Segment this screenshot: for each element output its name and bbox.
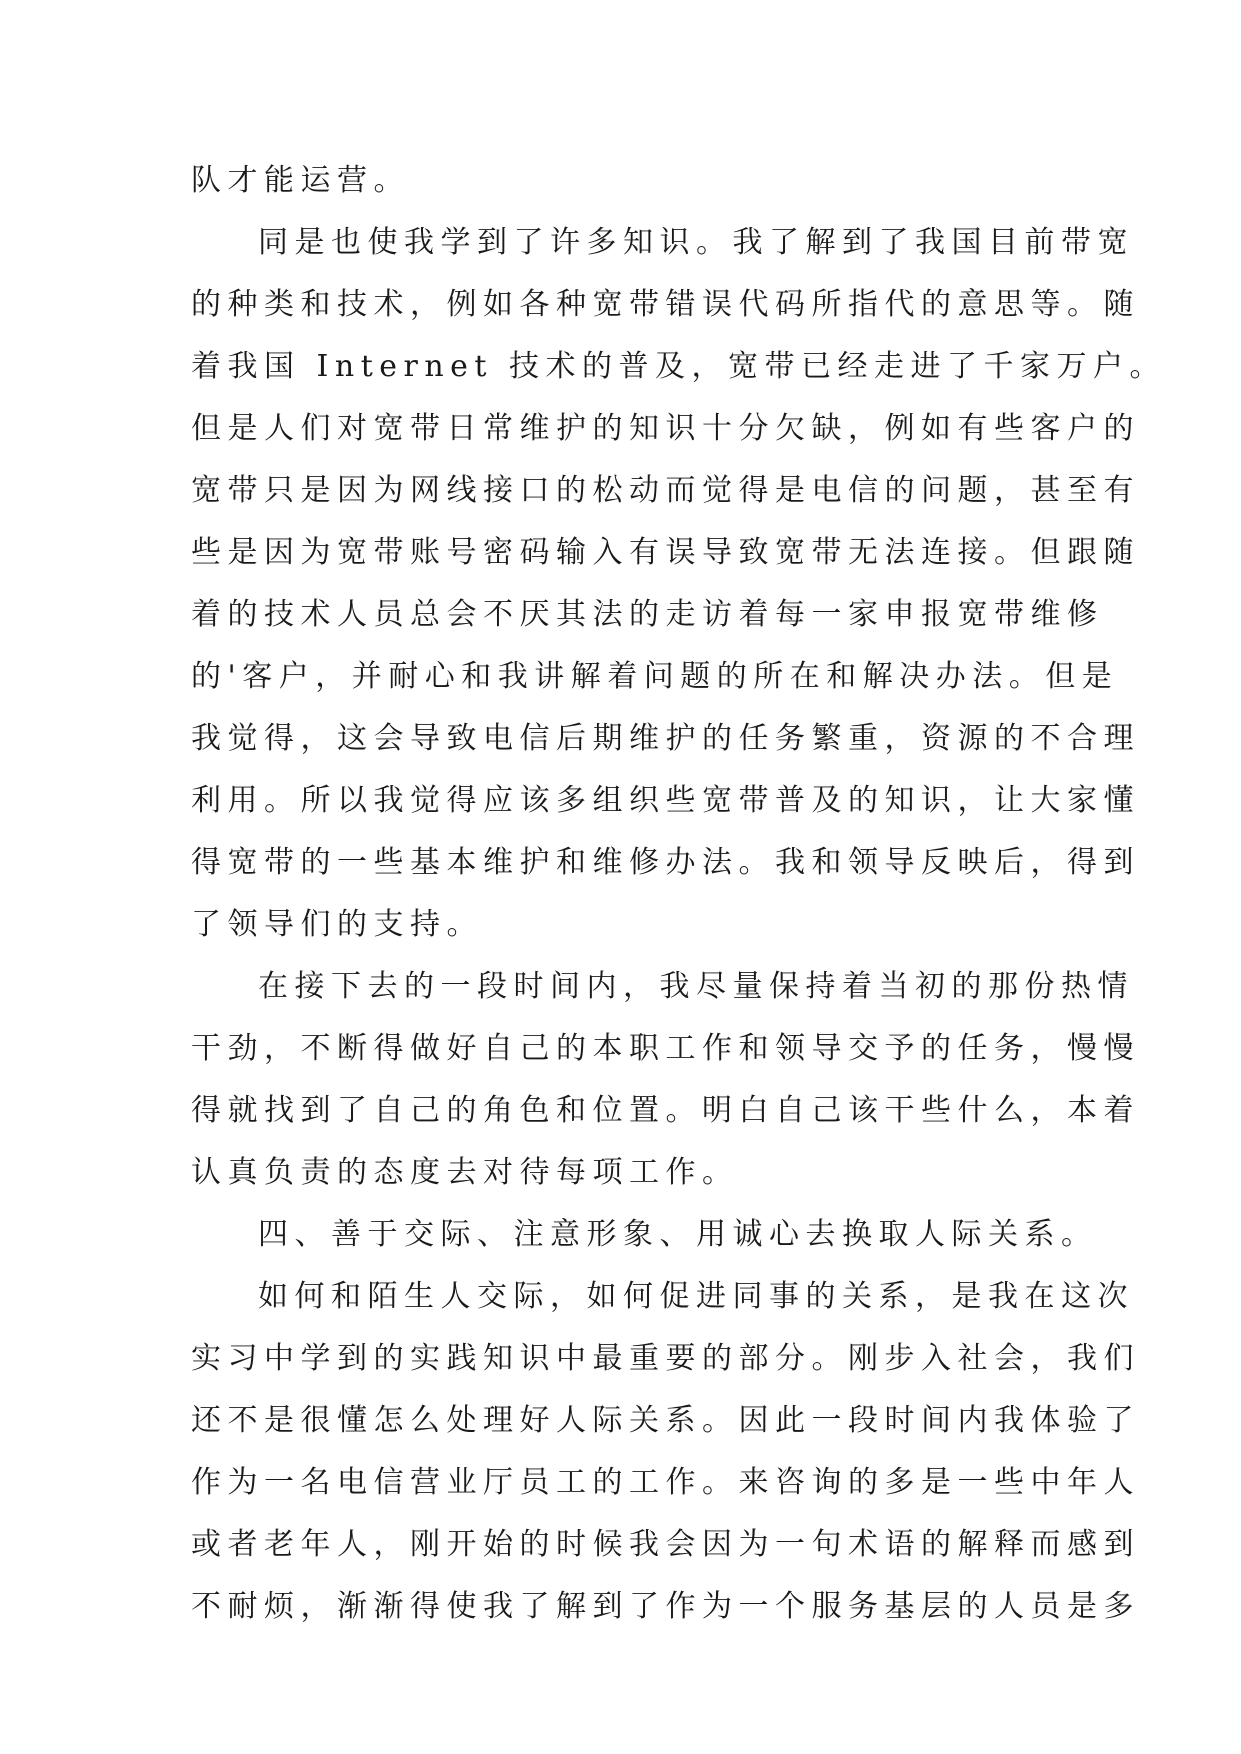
text-line: 得就找到了自己的角色和位置。明白自己该干些什么，本着 <box>191 1093 1140 1128</box>
text-line: 但是人们对宽带日常维护的知识十分欠缺，例如有些客户的 <box>191 411 1140 446</box>
text-line: 着的技术人员总会不厌其法的走访着每一家申报宽带维修 <box>191 597 1104 632</box>
paragraph-start-line: 在接下去的一段时间内，我尽量保持着当初的那份热情 <box>258 969 1134 1004</box>
text-line: 的种类和技术，例如各种宽带错误代码所指代的意思等。随 <box>191 287 1140 322</box>
text-line: 队才能运营。 <box>191 163 410 198</box>
text-line: 些是因为宽带账号密码输入有误导致宽带无法连接。但跟随 <box>191 535 1140 570</box>
text-line: 干劲，不断得做好自己的本职工作和领导交予的任务，慢慢 <box>191 1031 1140 1066</box>
text-line: 宽带只是因为网线接口的松动而觉得是电信的问题，甚至有 <box>191 473 1140 508</box>
text-line: 了领导们的支持。 <box>191 907 483 942</box>
text-line: 认真负责的态度去对待每项工作。 <box>191 1155 739 1190</box>
text-line: 我觉得，这会导致电信后期维护的任务繁重，资源的不合理 <box>191 721 1140 756</box>
text-line: 不耐烦，渐渐得使我了解到了作为一个服务基层的人员是多 <box>191 1589 1140 1624</box>
text-line: 还不是很懂怎么处理好人际关系。因此一段时间内我体验了 <box>191 1403 1140 1438</box>
paragraph-start-line: 同是也使我学到了许多知识。我了解到了我国目前带宽 <box>258 225 1134 260</box>
section-heading: 四、善于交际、注意形象、用诚心去换取人际关系。 <box>258 1217 1098 1252</box>
text-line: 的'客户，并耐心和我讲解着问题的所在和解决办法。但是 <box>191 659 1119 694</box>
text-line: 得宽带的一些基本维护和维修办法。我和领导反映后，得到 <box>191 845 1140 880</box>
text-line: 实习中学到的实践知识中最重要的部分。刚步入社会，我们 <box>191 1341 1140 1376</box>
text-line: 作为一名电信营业厅员工的工作。来咨询的多是一些中年人 <box>191 1465 1140 1500</box>
text-line: 或者老年人，刚开始的时候我会因为一句术语的解释而感到 <box>191 1527 1140 1562</box>
text-line: 着我国 Internet 技术的普及，宽带已经走进了千家万户。 <box>191 349 1167 384</box>
text-line: 利用。所以我觉得应该多组织些宽带普及的知识，让大家懂 <box>191 783 1140 818</box>
paragraph-start-line: 如何和陌生人交际，如何促进同事的关系，是我在这次 <box>258 1279 1134 1314</box>
body-text <box>191 150 1167 1638</box>
